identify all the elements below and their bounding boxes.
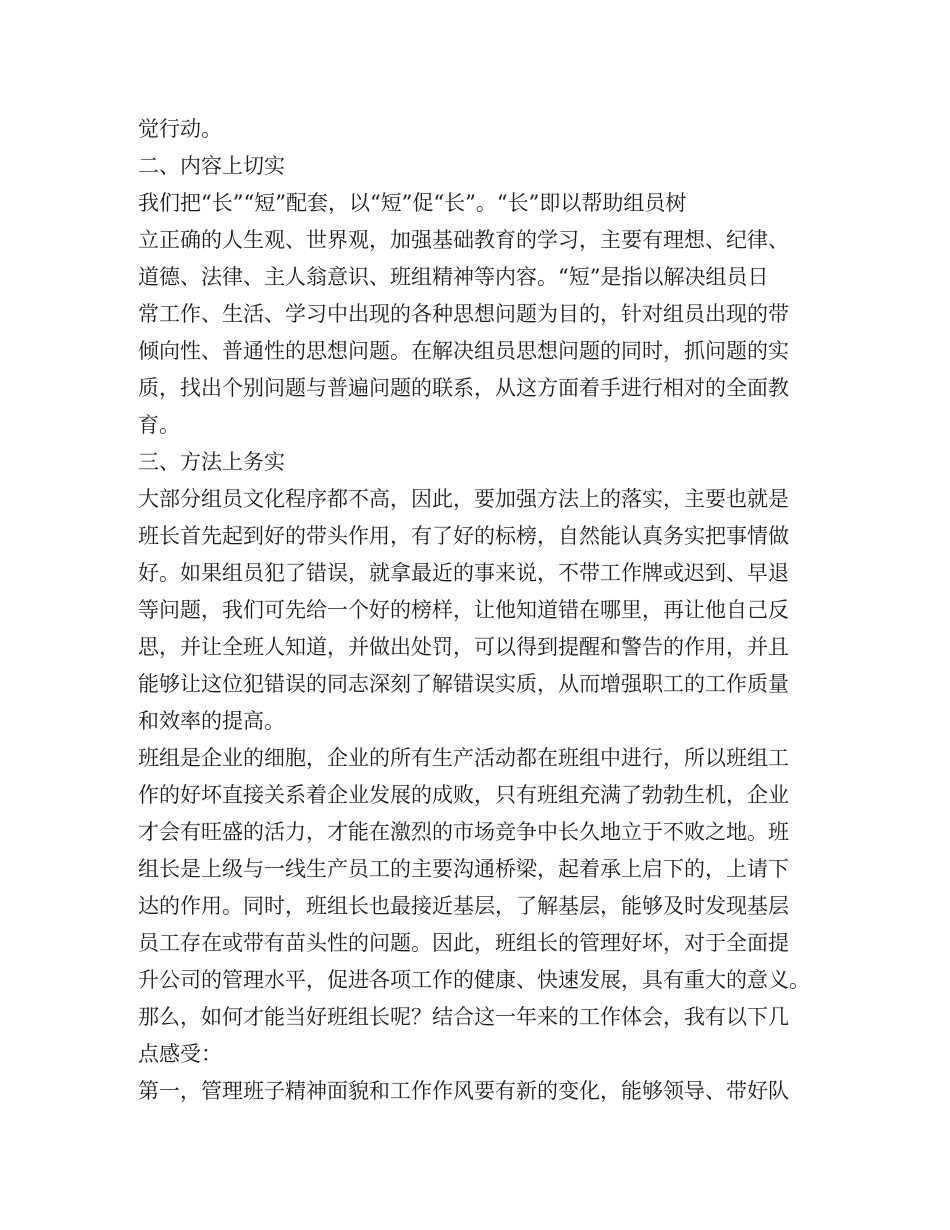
text-line: 好。如果组员犯了错误，就拿最近的事来说，不带工作牌或迟到、早退 <box>138 561 789 585</box>
text-line: 才会有旺盛的活力，才能在激烈的市场竞争中长久地立于不败之地。班 <box>138 820 789 844</box>
text-line: 我们把“长”“短”配套，以“短”促“长”。“长”即以帮助组员树 <box>138 191 687 215</box>
text-line: 达的作用。同时，班组长也最接近基层，了解基层，能够及时发现基层 <box>138 894 789 918</box>
section-heading: 二、内容上切实 <box>138 154 285 178</box>
text-line: 作的好坏直接关系着企业发展的成败，只有班组充满了勃勃生机，企业 <box>138 783 789 807</box>
text-line: 和效率的提高。 <box>138 709 285 733</box>
text-line: 班长首先起到好的带头作用，有了好的标榜，自然能认真务实把事情做 <box>138 524 789 548</box>
document-body <box>138 111 828 1110</box>
text-line: 升公司的管理水平，促进各项工作的健康、快速发展，具有重大的意义。 <box>138 968 810 992</box>
text-line: 大部分组员文化程序都不高，因此，要加强方法上的落实，主要也就是 <box>138 487 789 511</box>
section-heading: 三、方法上务实 <box>138 450 285 474</box>
text-line: 质，找出个别问题与普遍问题的联系，从这方面着手进行相对的全面教 <box>138 376 789 400</box>
text-line: 组长是上级与一线生产员工的主要沟通桥梁，起着承上启下的，上请下 <box>138 857 789 881</box>
text-line: 能够让这位犯错误的同志深刻了解错误实质，从而增强职工的工作质量 <box>138 672 789 696</box>
text-line: 倾向性、普通性的思想问题。在解决组员思想问题的同时，抓问题的实 <box>138 339 789 363</box>
text-line: 立正确的人生观、世界观，加强基础教育的学习，主要有理想、纪律、 <box>138 228 789 252</box>
text-line: 第一，管理班子精神面貌和工作作风要有新的变化，能够领导、带好队 <box>138 1079 789 1103</box>
text-line: 员工存在或带有苗头性的问题。因此，班组长的管理好坏，对于全面提 <box>138 931 789 955</box>
text-line: 思，并让全班人知道，并做出处罚，可以得到提醒和警告的作用，并且 <box>138 635 789 659</box>
text-line: 常工作、生活、学习中出现的各种思想问题为目的，针对组员出现的带 <box>138 302 789 326</box>
text-line: 道德、法律、主人翁意识、班组精神等内容。“短”是指以解决组员日 <box>138 265 769 289</box>
text-line: 那么，如何才能当好班组长呢？结合这一年来的工作体会，我有以下几 <box>138 1005 789 1029</box>
text-line: 点感受： <box>138 1042 222 1066</box>
text-line: 班组是企业的细胞，企业的所有生产活动都在班组中进行，所以班组工 <box>138 746 789 770</box>
text-line: 觉行动。 <box>138 117 222 141</box>
text-line: 等问题，我们可先给一个好的榜样，让他知道错在哪里，再让他自己反 <box>138 598 789 622</box>
text-line: 育。 <box>138 413 180 437</box>
